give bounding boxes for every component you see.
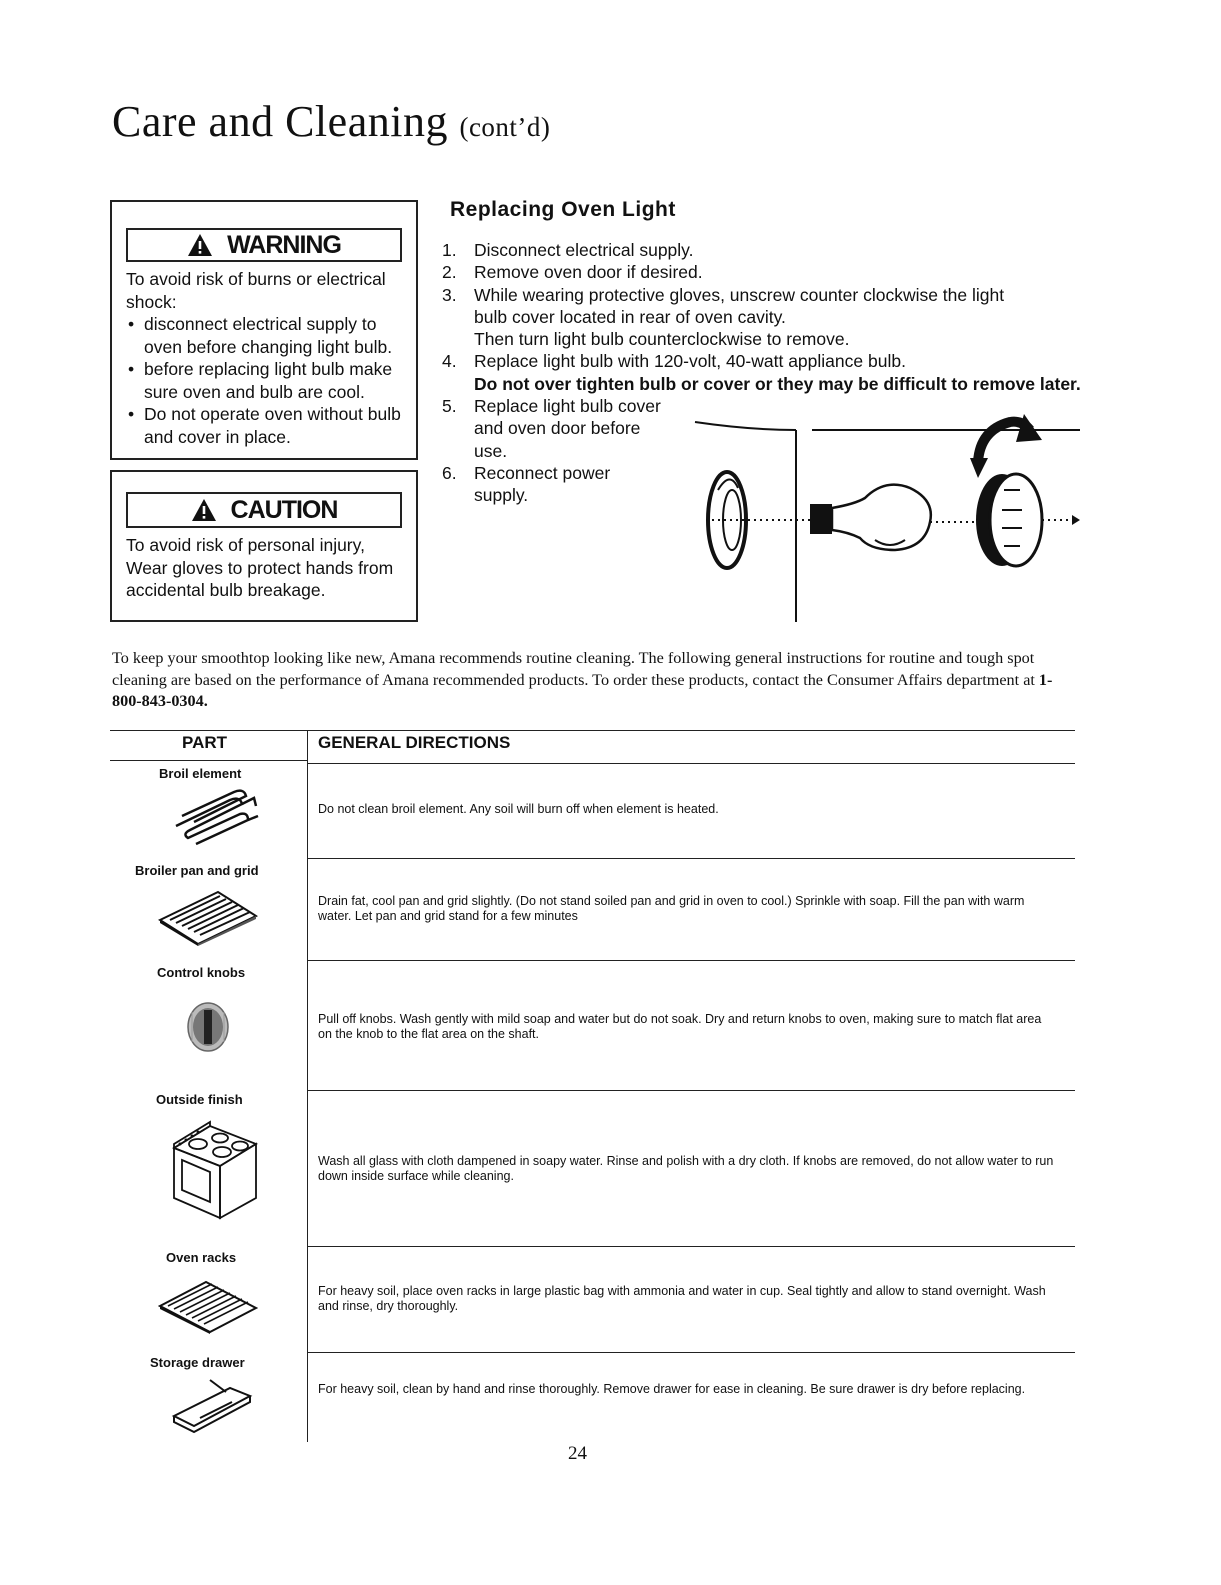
table-rule xyxy=(110,730,308,731)
direction-text: For heavy soil, clean by hand and rinse thoroughly. Remove drawer for ease in cleaning. Be sure drawer is dry before replacing. xyxy=(318,1382,1026,1396)
step-item xyxy=(442,239,1082,261)
col-header-part: PART xyxy=(182,733,228,752)
warning-triangle-icon xyxy=(191,498,217,522)
part-name: Outside finish xyxy=(156,1092,243,1107)
rotate-arrow-icon xyxy=(970,414,1042,478)
column-divider xyxy=(307,730,308,1442)
step-text: Replace light bulb with 120-volt, 40-watt appliance bulb. xyxy=(474,351,906,372)
oven-rack-icon xyxy=(158,1278,258,1334)
row-rule xyxy=(308,960,1075,961)
direction-text: Pull off knobs. Wash gently with mild soap and water but do not soak. Dry and return knobs to oven, making sure to match flat area on the knob to the flat area on the shaft. xyxy=(318,1012,1042,1041)
warning-item: • disconnect electrical supply to oven before changing light bulb. xyxy=(126,313,406,358)
warning-label-text: WARNING xyxy=(227,230,341,259)
part-name: Control knobs xyxy=(157,965,246,980)
control-knob-icon xyxy=(186,1002,230,1052)
broil-element-icon xyxy=(170,786,260,846)
step-text: Replace light bulb cover and oven door before use. xyxy=(474,396,661,461)
step-text: Remove oven door if desired. xyxy=(474,262,703,283)
row-rule xyxy=(308,1246,1075,1247)
consumer-affairs-phone: 1-800-843-0304. xyxy=(112,670,1053,710)
direction-text: Do not clean broil element. Any soil will burn off when element is heated. xyxy=(318,802,719,816)
step-number: 2. xyxy=(442,262,457,283)
warning-intro: To avoid risk of burns or electrical shock: xyxy=(126,269,386,312)
direction-text: For heavy soil, place oven racks in large plastic bag with ammonia and water in cup. Seal tightly and allow to stand overnight. Wash and rinse, dry thoroughly. xyxy=(318,1284,1046,1313)
step-item xyxy=(442,284,1034,351)
col-header-directions: GENERAL DIRECTIONS xyxy=(318,733,511,752)
step-text: Disconnect electrical supply. xyxy=(474,240,694,260)
step-text: Reconnect power supply. xyxy=(474,462,611,506)
caution-box xyxy=(110,470,418,622)
row-rule xyxy=(308,1352,1075,1353)
intro-paragraph xyxy=(112,648,1072,713)
step-number: 6. xyxy=(442,462,457,483)
page-title-suffix: (cont’d) xyxy=(459,112,551,142)
warning-label xyxy=(126,228,402,262)
table-rule xyxy=(110,760,308,761)
broiler-pan-icon xyxy=(158,890,258,946)
direction-text: Drain fat, cool pan and grid slightly. (Do not stand soiled pan and grid in oven to cool.) Sprinkle with soap. Fill the pan with warm water. Let pan and grid stand for a few minutes xyxy=(318,894,1025,923)
step-text: Then turn light bulb counterclockwise to remove. xyxy=(474,329,850,350)
warning-list xyxy=(126,313,406,448)
range-icon xyxy=(168,1118,260,1228)
page-number: 24 xyxy=(568,1443,587,1464)
row-rule xyxy=(308,858,1075,859)
caution-label xyxy=(126,492,402,528)
table-rule xyxy=(308,730,1075,731)
bulb-replacement-diagram xyxy=(690,400,1080,630)
bulb-cover-icon xyxy=(976,474,1042,566)
step-number: 5. xyxy=(442,396,457,417)
storage-drawer-icon xyxy=(170,1376,254,1436)
step-number: 3. xyxy=(442,284,457,305)
warning-box xyxy=(110,200,418,460)
step-number: 4. xyxy=(442,351,457,372)
warning-text xyxy=(112,268,416,448)
part-name: Broil element xyxy=(159,766,242,781)
oven-light-heading: Replacing Oven Light xyxy=(450,198,676,221)
caution-text: To avoid risk of personal injury, Wear gloves to protect hands from accidental bulb breakage. xyxy=(126,535,394,600)
care-table xyxy=(110,730,1075,1442)
step-note-bold: Do not over tighten bulb or cover or they may be difficult to remove later. xyxy=(474,373,1081,394)
row-rule xyxy=(308,1090,1075,1091)
step-number: 1. xyxy=(442,240,457,260)
part-name: Oven racks xyxy=(166,1250,237,1265)
page-title: Care and Cleaning (cont’d) xyxy=(112,97,551,146)
light-bulb-icon xyxy=(810,485,931,550)
warning-item: • before replacing light bulb make sure oven and bulb are cool. xyxy=(126,358,406,403)
warning-triangle-icon xyxy=(187,233,213,257)
step-text: While wearing protective gloves, unscrew counter clockwise the light bulb cover located in rear of oven cavity. xyxy=(474,284,1005,327)
step-item xyxy=(442,261,1082,283)
intro-text: To keep your smoothtop looking like new, Amana recommends routine cleaning. The following general instructions for routine and tough spot cleaning are based on the performance of Amana recommended products. To order these products, contact the Consumer Affairs department at xyxy=(112,649,1039,689)
direction-text: Wash all glass with cloth dampened in soapy water. Rinse and polish with a dry cloth. If knobs are removed, do not allow water to run down inside surface while cleaning. xyxy=(318,1154,1054,1183)
warning-item: • Do not operate oven without bulb and cover in place. xyxy=(126,403,406,448)
step-item xyxy=(442,350,1084,395)
table-rule xyxy=(308,763,1075,764)
part-name: Storage drawer xyxy=(150,1355,245,1370)
part-name: Broiler pan and grid xyxy=(135,863,259,878)
caution-label-text: CAUTION xyxy=(230,495,338,524)
